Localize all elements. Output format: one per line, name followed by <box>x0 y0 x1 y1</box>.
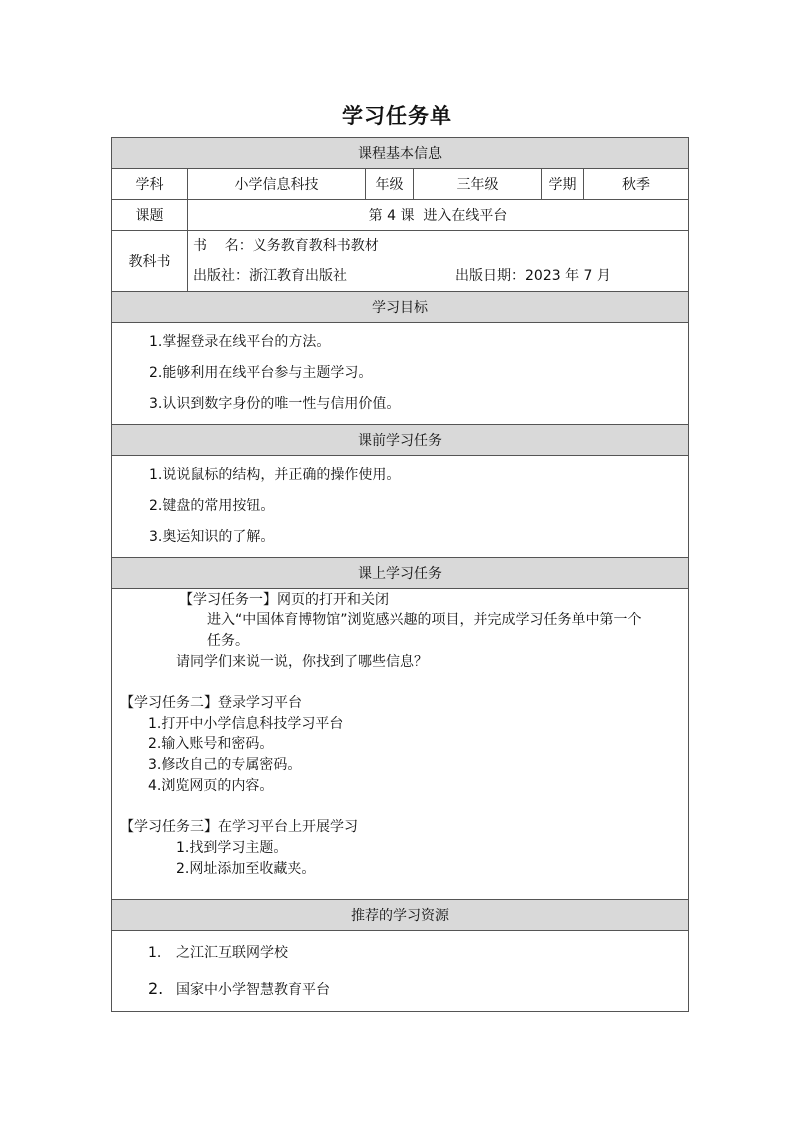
preclass-list <box>112 456 689 558</box>
section-header-preclass: 课前学习任务 <box>112 425 689 456</box>
publisher: 出版社：浙江教育出版社 <box>193 268 347 284</box>
task1-line1: 进入“中国体育博物馆”浏览感兴趣的项目，并完成学习任务单中第一个 <box>207 612 642 628</box>
section-header-resources: 推荐的学习资源 <box>112 900 689 931</box>
topic-label: 课题 <box>112 200 188 231</box>
page-title: 学习任务单 <box>342 104 452 128</box>
resource-link-national-platform: 国家中小学智慧教育平台 <box>176 982 330 998</box>
list-item: 2.能够利用在线平台参与主题学习。 <box>149 365 373 381</box>
goals-list <box>112 323 689 425</box>
inclass-tasks <box>112 589 689 900</box>
task3-title: 【学习任务三】在学习平台上开展学习 <box>120 819 358 835</box>
section-header-goals: 学习目标 <box>112 292 689 323</box>
list-item: 2.网址添加至收藏夹。 <box>176 861 316 877</box>
list-item: 1.说说鼠标的结构，并正确的操作使用。 <box>149 467 401 483</box>
textbook-info <box>188 231 689 292</box>
task1-title: 【学习任务一】网页的打开和关闭 <box>179 592 389 608</box>
subject-label: 学科 <box>112 169 188 200</box>
grade-label: 年级 <box>366 169 414 200</box>
list-item: 3.奥运知识的了解。 <box>149 529 275 545</box>
resource-number: 2. <box>148 979 164 998</box>
list-item <box>112 935 688 971</box>
task1-line2: 任务。 <box>207 633 249 649</box>
resource-link-zhijianghui: 之江汇互联网学校 <box>176 945 288 961</box>
subject-value: 小学信息科技 <box>188 169 366 200</box>
task1-question: 请同学们来说一说，你找到了哪些信息？ <box>176 654 428 670</box>
term-value: 秋季 <box>584 169 689 200</box>
grade-value: 三年级 <box>414 169 542 200</box>
book-name: 书 名：义务教育教科书教材 <box>193 238 379 254</box>
list-item <box>112 971 688 1007</box>
task2-title: 【学习任务二】登录学习平台 <box>120 695 302 711</box>
list-item: 2.输入账号和密码。 <box>148 736 274 752</box>
list-item: 2.键盘的常用按钮。 <box>149 498 275 514</box>
publisher-line <box>188 261 688 291</box>
list-item: 1.打开中小学信息科技学习平台 <box>148 716 344 732</box>
task-sheet-table <box>111 137 689 1012</box>
section-header-inclass: 课上学习任务 <box>112 558 689 589</box>
term-label: 学期 <box>542 169 584 200</box>
publish-date: 出版日期：2023 年 7 月 <box>455 268 611 284</box>
list-item: 1.掌握登录在线平台的方法。 <box>149 334 331 350</box>
list-item: 1.找到学习主题。 <box>176 840 288 856</box>
list-item: 3.修改自己的专属密码。 <box>148 757 302 773</box>
topic-value: 第 4 课 进入在线平台 <box>188 200 689 231</box>
list-item: 4.浏览网页的内容。 <box>148 778 274 794</box>
textbook-label: 教科书 <box>112 231 188 292</box>
list-item: 3.认识到数字身份的唯一性与信用价值。 <box>149 396 401 412</box>
resource-number: 1. <box>148 945 162 961</box>
resources-list <box>112 931 689 1012</box>
section-header-basic-info: 课程基本信息 <box>112 138 689 169</box>
